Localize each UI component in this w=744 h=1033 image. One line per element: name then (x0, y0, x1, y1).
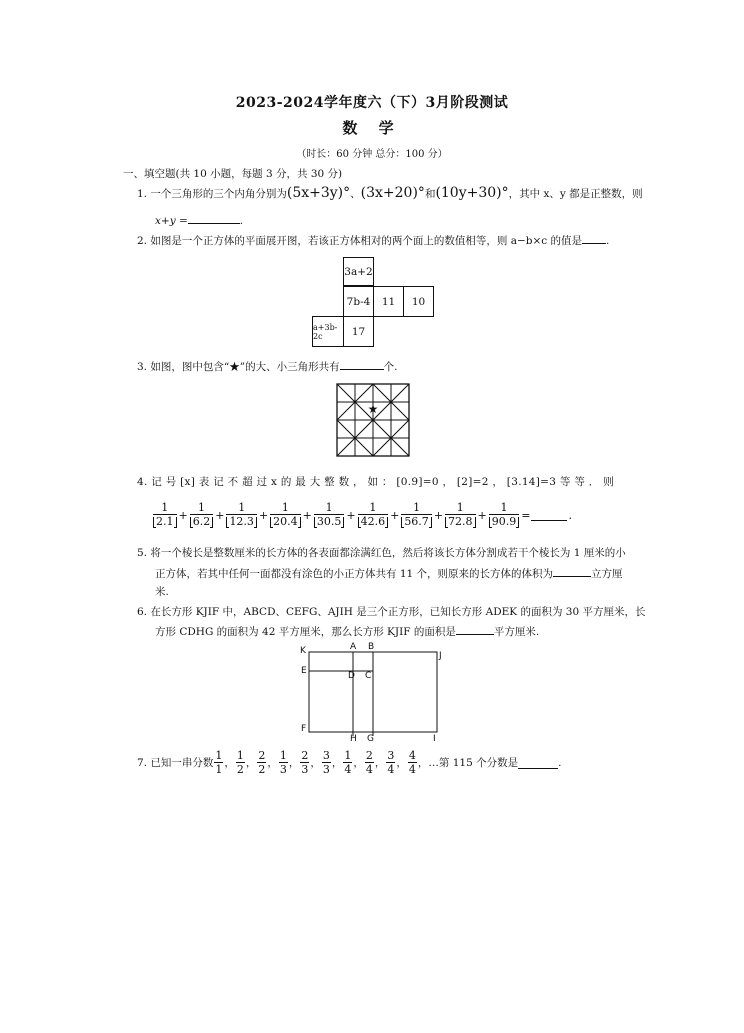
sequence-fraction (214, 750, 223, 776)
floor-fraction (314, 502, 345, 528)
fraction-denominator: 3 (301, 763, 309, 776)
answer-blank[interactable] (340, 358, 384, 370)
question-number: 1. (137, 188, 148, 200)
floor-denominator: 12.3 (226, 516, 257, 528)
question-7 (137, 750, 561, 776)
fraction-numerator: 1 (358, 502, 389, 515)
floor-fraction (226, 502, 257, 528)
floor-denominator: 30.5 (314, 516, 345, 528)
sequence-comma: ， (331, 757, 343, 769)
sequence-comma: ， (267, 757, 278, 769)
floor-denominator: 72.8 (445, 516, 476, 528)
question-4 (137, 474, 614, 490)
fraction-numerator: 1 (215, 749, 223, 762)
q4-end: . (568, 508, 572, 522)
net-cell-right-2: 10 (403, 286, 434, 317)
answer-blank[interactable] (582, 232, 606, 244)
question-5-line-3: 米. (155, 586, 169, 598)
net-cell-bottom: 17 (343, 316, 374, 347)
question-6 (137, 604, 646, 620)
fraction-numerator: 1 (190, 502, 214, 515)
fraction-numerator: 3 (387, 749, 395, 762)
star-icon: ★ (367, 402, 379, 416)
floor-fraction (270, 502, 301, 528)
plus-sign: + (302, 508, 312, 522)
floor-denominator: 20.4 (270, 516, 301, 528)
exam-title: 2023-2024学年度六（下）3月阶段测试 (235, 95, 509, 111)
sequence-comma: ， (245, 757, 257, 769)
sequence-fraction (257, 750, 266, 776)
sequence-fraction (279, 750, 288, 776)
fraction-numerator: 1 (226, 502, 257, 515)
plus-sign: + (433, 508, 444, 522)
fraction-denominator: 4 (344, 763, 352, 776)
floor-fraction (190, 502, 214, 528)
fraction-denominator: 4 (365, 763, 373, 776)
net-cell-top: 3a+2 (343, 257, 374, 286)
question-3 (137, 358, 397, 375)
label-E: E (301, 666, 307, 676)
floor-denominator: 90.9 (489, 516, 520, 528)
q1-text: ，其中 x、y 都是正整数，则 (508, 188, 643, 200)
label-H: H (350, 734, 357, 744)
answer-blank[interactable] (518, 757, 558, 769)
exam-meta: （时长：60 分钟 总分：100 分） (296, 149, 448, 160)
sequence-fraction (408, 750, 417, 776)
floor-fraction (358, 502, 389, 528)
fraction-numerator: 1 (279, 749, 287, 762)
question-number: 5. (137, 547, 148, 559)
q7-text: 已知一串分数 (150, 757, 214, 769)
sequence-fraction (386, 750, 395, 776)
floor-denominator: 42.6 (358, 516, 389, 528)
label-D: D (348, 671, 355, 681)
floor-denominator: 2.1 (153, 516, 177, 528)
angle-2: (3x+20)° (360, 185, 425, 201)
label-A: A (350, 642, 357, 652)
net-cell-left: a+3b-2c (312, 316, 344, 347)
fraction-numerator: 1 (344, 749, 352, 762)
fraction-denominator: 3 (279, 763, 287, 776)
fraction-denominator: 3 (322, 763, 330, 776)
q7-text: …第 115 个分数是 (428, 757, 519, 769)
floor-denominator: 6.2 (190, 516, 214, 528)
q3-text: 如图，图中包含“★”的大、小三角形共有 (150, 361, 340, 373)
answer-blank[interactable] (456, 623, 494, 635)
answer-blank[interactable] (553, 565, 591, 577)
section-heading: 一、填空题(共 10 小题，每题 3 分，共 30 分) (123, 168, 343, 180)
sequence-comma: ， (224, 757, 235, 769)
floor-sum-expression (152, 502, 573, 528)
q1-sep: 和 (424, 188, 436, 200)
label-K: K (300, 646, 306, 656)
plus-sign: + (178, 508, 188, 522)
label-G: G (367, 734, 374, 744)
sequence-comma: ， (417, 757, 429, 769)
plus-sign: + (258, 508, 269, 522)
q6-text: 在长方形 KJIF 中，ABCD、CEFG、AJIH 是三个正方形，已知长方形 ADEK 的面积为 30 平方厘米，长 (150, 606, 646, 618)
fraction-numerator: 4 (408, 749, 416, 762)
question-1-answer: x+y = . (155, 212, 243, 229)
plus-sign: + (390, 508, 400, 522)
question-number: 7. (137, 757, 148, 769)
net-cell-middle: 7b-4 (343, 286, 374, 317)
sequence-comma: ， (374, 757, 386, 769)
fraction-numerator: 1 (153, 502, 177, 515)
sequence-comma: ， (288, 757, 300, 769)
floor-denominator: 56.7 (401, 516, 432, 528)
q4-text: 记 号 [x] 表 记 不 超 过 x 的 最 大 整 数 ， 如 ： [0.9]=0 ， [2]=2 ， [3.14]=3 等 等 ． 则 (151, 476, 615, 488)
fraction-denominator: 4 (408, 763, 416, 776)
sequence-fraction (322, 750, 331, 776)
equals-sign: = (521, 508, 531, 522)
fraction-numerator: 2 (258, 749, 266, 762)
question-number: 4. (137, 476, 148, 488)
label-C: C (365, 671, 372, 681)
q1-text: 一个三角形的三个内角分别为 (150, 188, 287, 200)
fraction-denominator: 2 (258, 763, 266, 776)
floor-fraction (445, 502, 476, 528)
fraction-numerator: 1 (270, 502, 301, 515)
q5-unit: 立方厘 (591, 568, 623, 580)
question-1 (137, 185, 643, 202)
fraction-denominator: 2 (236, 763, 244, 776)
fraction-numerator: 2 (301, 749, 309, 762)
fraction-numerator: 1 (236, 749, 244, 762)
sequence-fraction (300, 750, 309, 776)
q2-text: 如图是一个正方体的平面展开图，若该正方体相对的两个面上的数值相等，则 a−b×c 的值是 (150, 235, 583, 247)
question-number: 3. (137, 361, 148, 373)
label-I: I (433, 734, 436, 744)
q6-text: 方形 CDHG 的面积为 42 平方厘米，那么长方形 KJIF 的面积是 (155, 626, 456, 638)
floor-fraction (401, 502, 432, 528)
plus-sign: + (477, 508, 487, 522)
label-F: F (301, 724, 307, 734)
triangle-grid-figure (336, 383, 410, 457)
fraction-denominator: 1 (215, 763, 223, 776)
question-5-line-2 (155, 565, 623, 582)
fraction-numerator: 2 (365, 749, 373, 762)
fraction-numerator: 1 (314, 502, 345, 515)
q7-end: . (558, 757, 562, 769)
fraction-numerator: 3 (322, 749, 330, 762)
angle-1: (5x+3y)° (286, 185, 351, 201)
q5-text: 正方体，若其中任何一面都没有涂色的小正方体共有 11 个，则原来的长方体的体积为 (155, 568, 554, 580)
answer-blank[interactable] (188, 212, 240, 224)
question-number: 6. (137, 606, 148, 618)
label-J: J (439, 651, 442, 661)
fraction-numerator: 1 (401, 502, 432, 515)
question-2 (137, 232, 609, 249)
sequence-comma: ， (310, 757, 321, 769)
q6-unit: 平方厘米. (493, 626, 540, 638)
plus-sign: + (215, 508, 225, 522)
q3-end: 个. (383, 361, 398, 373)
label-B: B (368, 642, 375, 652)
fraction-denominator: 4 (387, 763, 395, 776)
fraction-numerator: 1 (445, 502, 476, 515)
plus-sign: + (346, 508, 356, 522)
question-6-line-2 (155, 623, 539, 640)
floor-fraction (489, 502, 520, 528)
q2-end: . (606, 235, 610, 247)
subject-title: 数 学 (342, 119, 402, 137)
q1-sep: 、 (350, 188, 361, 200)
angle-3: (10y+30)° (435, 185, 509, 201)
answer-blank[interactable] (531, 509, 567, 521)
q5-text: 将一个棱长是整数厘米的长方体的各表面都涂满红色，然后将该长方体分割成若干个棱长为 1 厘米的小 (150, 547, 626, 559)
sequence-fraction (365, 750, 374, 776)
fraction-numerator: 1 (489, 502, 520, 515)
floor-fraction (153, 502, 177, 528)
sequence-fraction (343, 750, 352, 776)
net-cell-right-1: 11 (373, 286, 404, 317)
question-5 (137, 545, 626, 561)
sequence-comma: ， (353, 757, 364, 769)
question-number: 2. (137, 235, 148, 247)
sequence-comma: ， (396, 757, 407, 769)
sequence-fraction (236, 750, 245, 776)
rectangle-diagram (300, 640, 450, 746)
q1-expression: x+y = (155, 215, 188, 227)
